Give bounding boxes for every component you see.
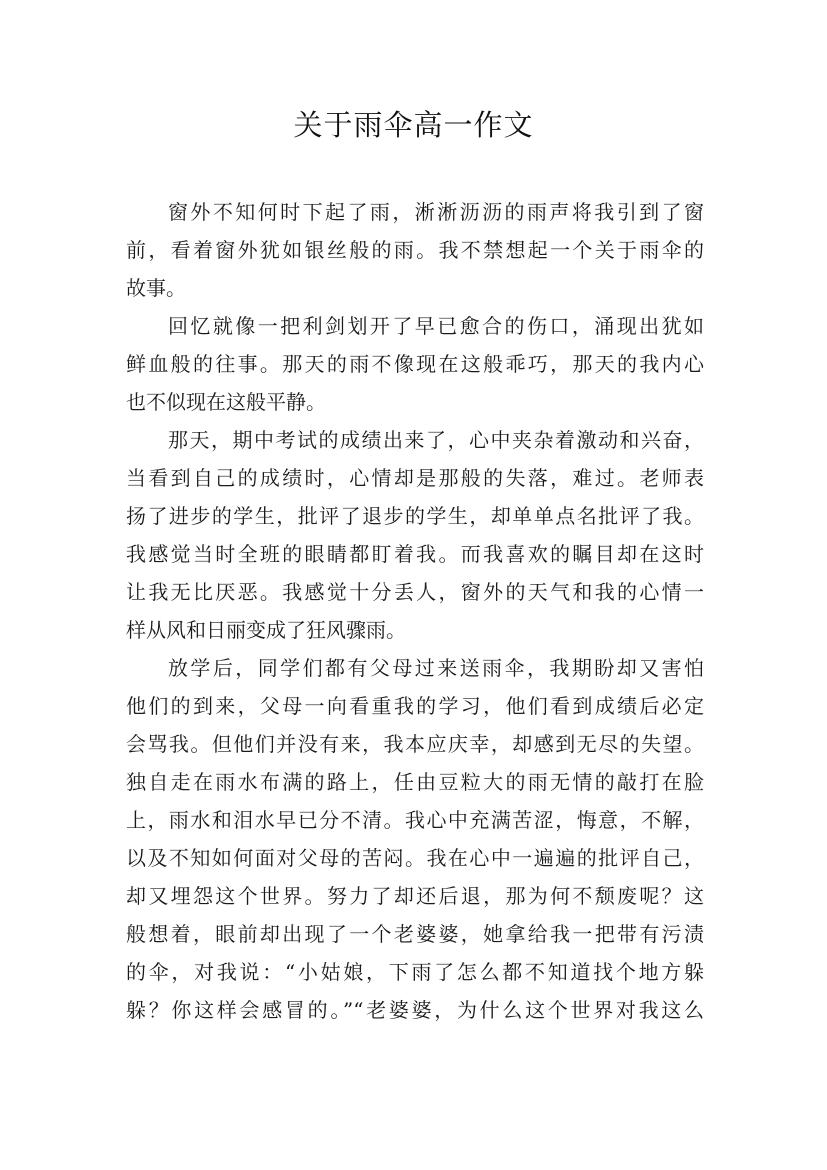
essay-line: 也不似现在这般平静。: [126, 390, 326, 414]
essay-title: 关于雨伞高一作文: [293, 108, 534, 142]
essay-line: 扬了进步的学生，批评了退步的学生，却单单点名批评了我。: [126, 504, 704, 528]
essay-line: 放学后，同学们都有父母过来送雨伞，我期盼却又害怕: [168, 656, 704, 680]
essay-line: 回忆就像一把利剑划开了早已愈合的伤口，涌现出犹如: [168, 314, 704, 338]
essay-line: 却又埋怨这个世界。努力了却还后退，那为何不颓废呢？这: [126, 884, 704, 908]
essay-line: 会骂我。但他们并没有来，我本应庆幸，却感到无尽的失望。: [126, 732, 704, 756]
essay-line: 的伞，对我说：“小姑娘，下雨了怎么都不知道找个地方躲: [126, 960, 704, 984]
essay-line: 他们的到来，父母一向看重我的学习，他们看到成绩后必定: [126, 694, 704, 718]
essay-line: 躲？你这样会感冒的。”“老婆婆，为什么这个世界对我这么: [126, 998, 704, 1022]
essay-line: 前，看着窗外犹如银丝般的雨。我不禁想起一个关于雨伞的: [126, 238, 704, 262]
essay-line: 般想着，眼前却出现了一个老婆婆，她拿给我一把带有污渍: [126, 922, 704, 946]
essay-line: 那天，期中考试的成绩出来了，心中夹杂着激动和兴奋，: [168, 428, 704, 452]
essay-line: 故事。: [126, 276, 186, 300]
essay-line: 我感觉当时全班的眼睛都盯着我。而我喜欢的瞩目却在这时: [126, 542, 704, 566]
essay-line: 上，雨水和泪水早已分不清。我心中充满苦涩，悔意，不解，: [126, 808, 704, 832]
essay-line: 窗外不知何时下起了雨，淅淅沥沥的雨声将我引到了窗: [168, 200, 704, 224]
essay-line: 让我无比厌恶。我感觉十分丢人，窗外的天气和我的心情一: [126, 580, 704, 604]
essay-line: 独自走在雨水布满的路上，任由豆粒大的雨无情的敲打在脸: [126, 770, 704, 794]
essay-line: 样从风和日丽变成了狂风骤雨。: [126, 618, 406, 642]
essay-line: 当看到自己的成绩时，心情却是那般的失落，难过。老师表: [126, 466, 704, 490]
essay-line: 鲜血般的往事。那天的雨不像现在这般乖巧，那天的我内心: [126, 352, 704, 376]
essay-line: 以及不知如何面对父母的苦闷。我在心中一遍遍的批评自己，: [126, 846, 704, 870]
